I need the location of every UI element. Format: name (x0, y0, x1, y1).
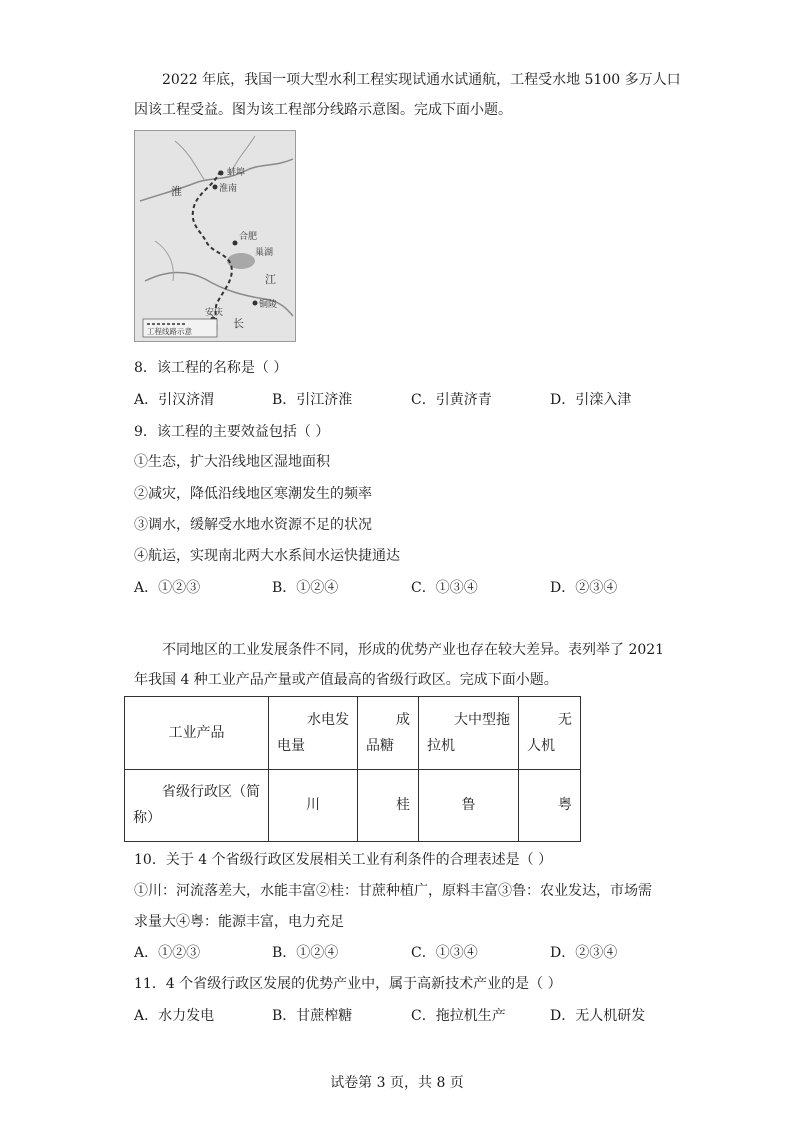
q9-option-a[interactable]: A．①②③ (134, 580, 201, 596)
label-jiang: 江 (265, 273, 276, 286)
q10-statements-line2: 求量大④粤：能源丰富，电力充足 (134, 914, 344, 930)
q8-option-c[interactable]: C．引黄济青 (411, 392, 492, 408)
industrial-products-table (124, 696, 581, 842)
label-huainan: 淮南 (219, 184, 238, 194)
cell-tractor-line2: 拉机 (427, 737, 455, 754)
label-anqing: 安庆 (205, 308, 224, 318)
label-chaohu: 巢湖 (255, 248, 274, 258)
cell-hydropower-line2: 电量 (277, 737, 305, 754)
cell-tractor-line1: 大中型拖 (454, 711, 510, 728)
table-header-products: 工业产品 (125, 697, 269, 770)
q11-stem: 11．4 个省级行政区发展的优势产业中，属于高新技术产业的是（ ） (134, 976, 562, 992)
table-cell-lu: 鲁 (419, 769, 519, 842)
passage2-line2: 年我国 4 种工业产品产量或产值最高的省级行政区。完成下面小题。 (134, 672, 558, 688)
cell-hydropower-line1: 水电发 (307, 711, 349, 728)
q10-statements-line1: ①川：河流落差大，水能丰富②桂：甘蔗种植广，原料丰富③鲁：农业发达，市场需 (134, 883, 652, 899)
tongling-marker (253, 301, 258, 306)
passage1-line2: 因该工程受益。图为该工程部分线路示意图。完成下面小题。 (134, 102, 512, 118)
table-cell-gui: 桂 (358, 769, 419, 842)
q11-option-a[interactable]: A．水力发电 (134, 1008, 215, 1024)
table-cell-tractor (419, 697, 519, 770)
label-huai: 淮 (171, 185, 182, 198)
page-footer: 试卷第 3 页，共 8 页 (330, 1075, 464, 1091)
label-bengbu: 蚌埠 (227, 168, 246, 178)
q9-item-1: ①生态，扩大沿线地区湿地面积 (134, 454, 330, 470)
q11-option-c[interactable]: C．拖拉机生产 (411, 1008, 506, 1024)
q9-item-3: ③调水，缓解受水地水资源不足的状况 (134, 517, 372, 533)
table-cell-hydropower (269, 697, 358, 770)
q8-option-b[interactable]: B．引江济淮 (272, 392, 353, 408)
table-header-provinces (125, 769, 269, 842)
q10-option-c[interactable]: C．①③④ (411, 945, 478, 961)
table-cell-drone (519, 697, 581, 770)
legend-label: 工程线路示意 (147, 327, 192, 336)
table-row-provinces (125, 769, 581, 842)
q10-option-a[interactable]: A．①②③ (134, 945, 201, 961)
label-hefei: 合肥 (239, 232, 258, 242)
q10-option-d[interactable]: D．②③④ (550, 945, 618, 961)
q9-option-b[interactable]: B．①②④ (272, 580, 339, 596)
table-row-products (125, 697, 581, 770)
q9-option-c[interactable]: C．①③④ (411, 580, 478, 596)
q10-stem: 10．关于 4 个省级行政区发展相关工业有利条件的合理表述是（ ） (134, 852, 553, 868)
cell-provinces-line2: 称） (133, 810, 161, 827)
passage1-line1: 2022 年底，我国一项大型水利工程实现试通水试通航，工程受水地 5100 多万人口 (162, 72, 681, 88)
passage2-line1: 不同地区的工业发展条件不同，形成的优势产业也存在较大差异。表列举了 2021 (162, 642, 665, 658)
hefei-marker (233, 241, 238, 246)
huainan-marker (213, 185, 218, 190)
q9-option-d[interactable]: D．②③④ (550, 580, 618, 596)
q9-item-4: ④航运，实现南北两大水系间水运快捷通达 (134, 548, 400, 564)
cell-drone-line1: 无 (558, 711, 572, 728)
route-map-figure (134, 130, 296, 342)
label-chang: 长 (233, 317, 244, 330)
table-cell-yue: 粤 (519, 769, 581, 842)
q11-option-b[interactable]: B．甘蔗榨糖 (272, 1008, 353, 1024)
cell-sugar-line2: 品糖 (366, 737, 394, 754)
cell-provinces-line1: 省级行政区（简 (162, 784, 260, 801)
table-cell-sugar (358, 697, 419, 770)
bengbu-marker (219, 171, 224, 176)
q8-option-d[interactable]: D．引滦入津 (550, 392, 632, 408)
q8-option-a[interactable]: A．引汉济渭 (134, 392, 215, 408)
q9-stem: 9．该工程的主要效益包括（ ） (134, 424, 330, 440)
q8-stem: 8．该工程的名称是（ ） (134, 360, 288, 376)
q9-item-2: ②减灾，降低沿线地区寒潮发生的频率 (134, 486, 372, 502)
q10-option-b[interactable]: B．①②④ (272, 945, 339, 961)
cell-drone-line2: 人机 (527, 737, 555, 754)
table-cell-chuan: 川 (269, 769, 358, 842)
q11-option-d[interactable]: D．无人机研发 (550, 1008, 646, 1024)
cell-sugar-line1: 成 (396, 711, 410, 728)
label-tongling: 铜陵 (259, 300, 278, 310)
route-map-drawing (135, 131, 295, 341)
